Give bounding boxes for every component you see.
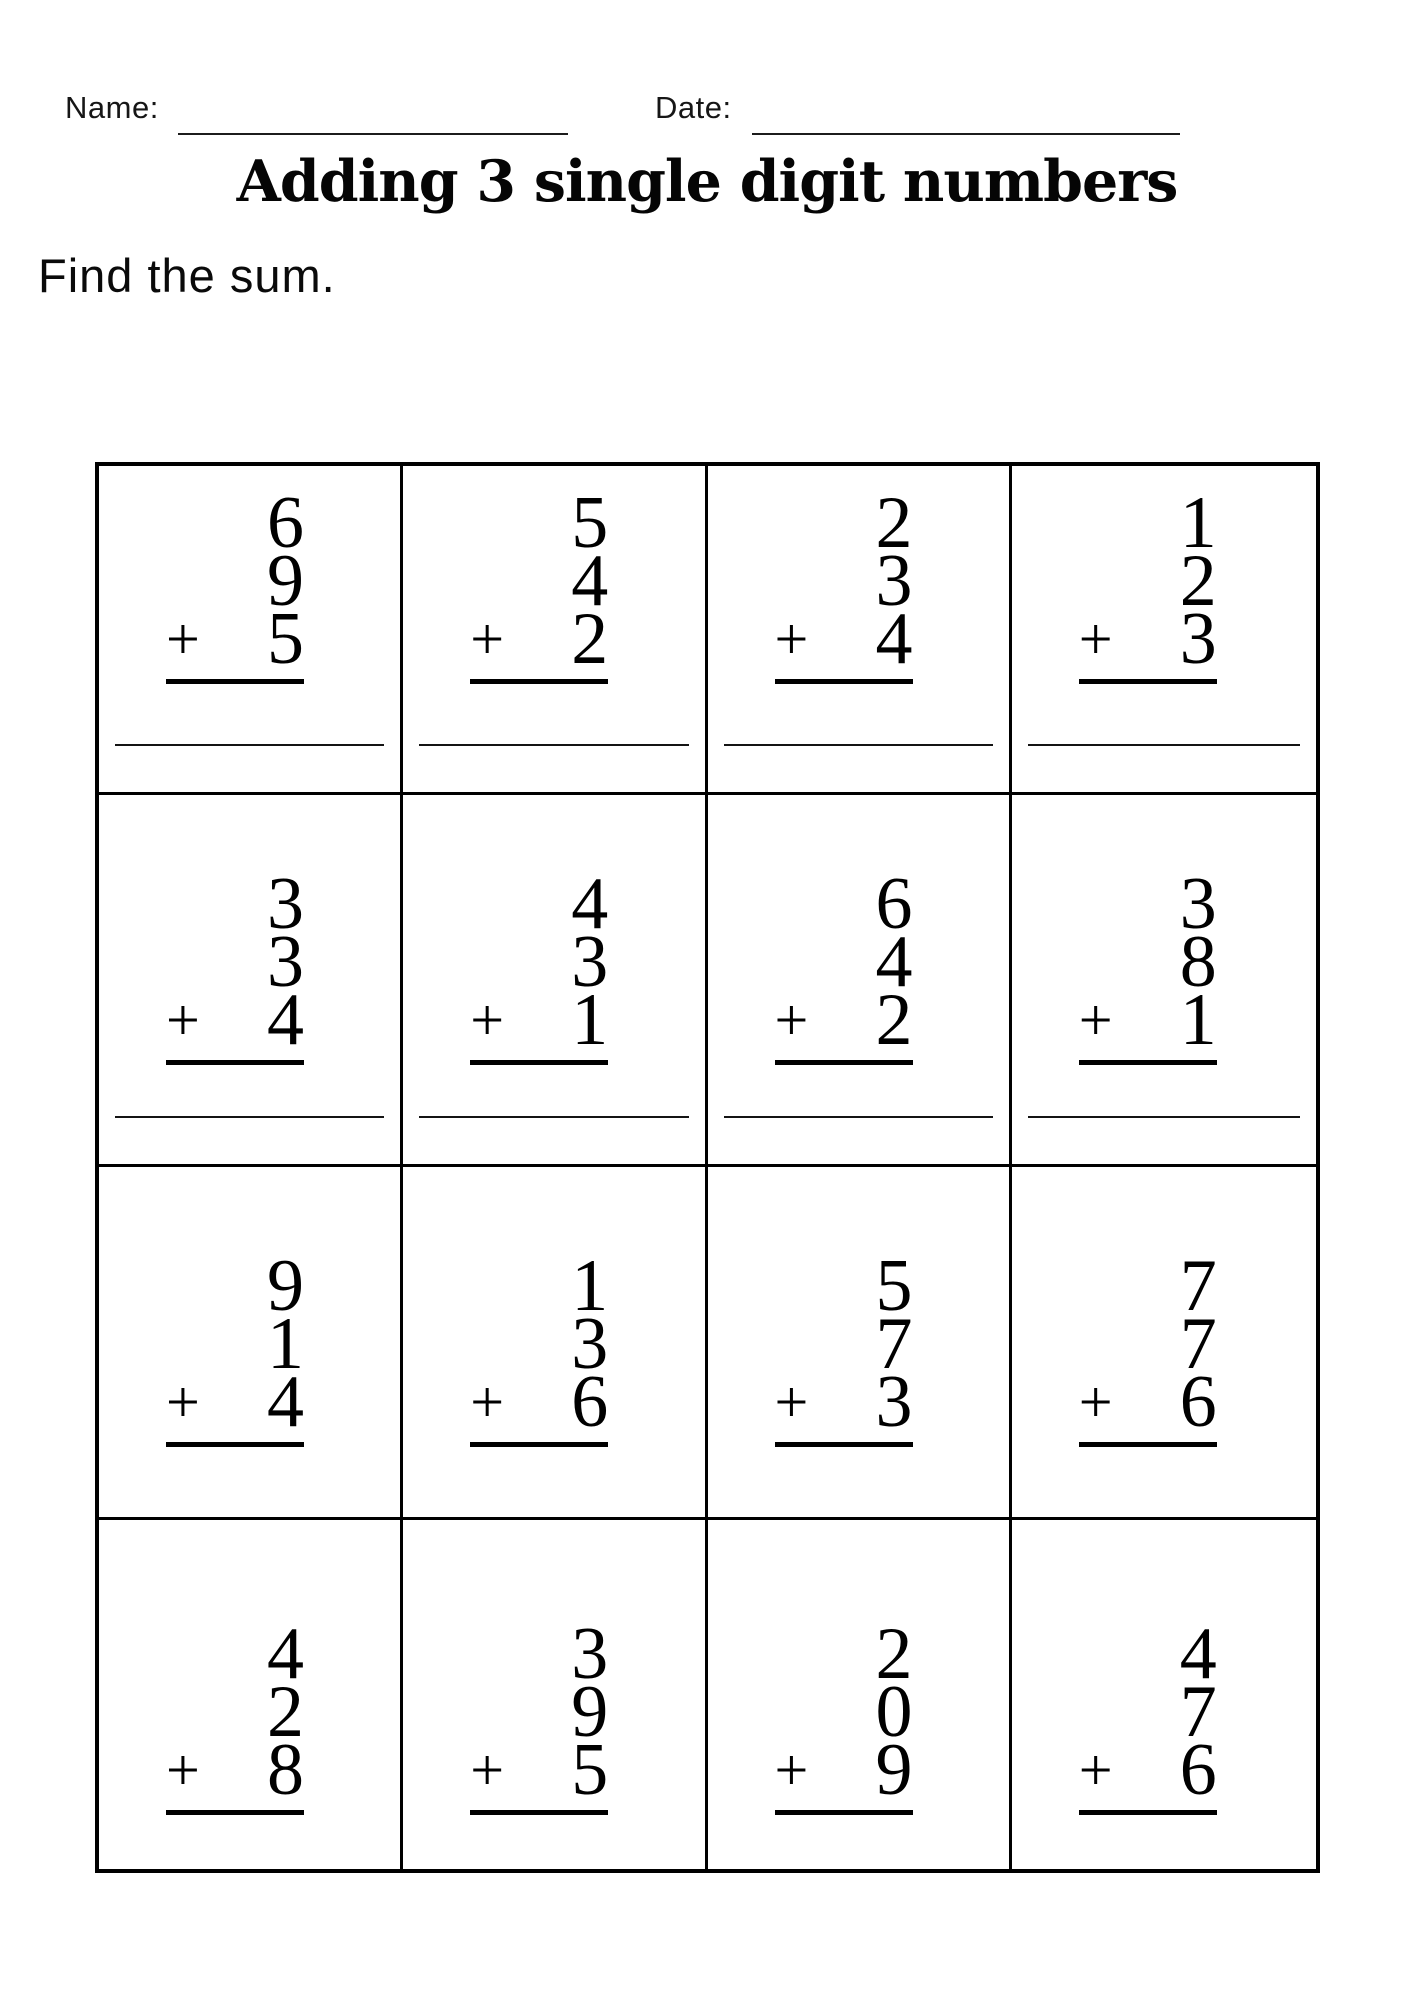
addend-value: 9 bbox=[875, 1729, 913, 1811]
plus-operator: + bbox=[1078, 1369, 1113, 1435]
addition-problem bbox=[166, 1245, 304, 1447]
addition-problem bbox=[470, 863, 609, 1065]
answer-line[interactable] bbox=[115, 744, 384, 746]
addend-value: 6 bbox=[875, 863, 913, 945]
addend-value: 2 bbox=[571, 598, 609, 680]
plus-operator: + bbox=[166, 1369, 200, 1435]
plus-operator: + bbox=[774, 1369, 809, 1435]
answer-line[interactable] bbox=[1028, 744, 1300, 746]
addend-value: 3 bbox=[1179, 598, 1217, 680]
addition-problem bbox=[470, 482, 609, 684]
operator-row bbox=[470, 598, 609, 680]
operator-row bbox=[470, 1729, 609, 1811]
addition-problem bbox=[470, 1245, 609, 1447]
addend-value: 8 bbox=[1179, 921, 1217, 1003]
addend-value: 6 bbox=[267, 482, 304, 564]
plus-operator: + bbox=[166, 987, 200, 1053]
addend-value: 6 bbox=[571, 1361, 609, 1443]
addend-value: 2 bbox=[267, 1671, 304, 1753]
problem-cell bbox=[403, 1167, 707, 1520]
answer-line[interactable] bbox=[724, 1116, 993, 1118]
answer-line[interactable] bbox=[1028, 1116, 1300, 1118]
addend-value: 2 bbox=[1179, 540, 1217, 622]
operator-row bbox=[774, 598, 913, 680]
addend-value: 1 bbox=[571, 1245, 609, 1327]
operator-row bbox=[1078, 979, 1217, 1061]
answer-line[interactable] bbox=[419, 744, 688, 746]
plus-operator: + bbox=[166, 1737, 200, 1803]
addend-value: 4 bbox=[875, 598, 913, 680]
plus-operator: + bbox=[470, 1369, 505, 1435]
addend-value: 3 bbox=[875, 540, 913, 622]
name-blank-line[interactable] bbox=[178, 133, 568, 135]
addition-problem bbox=[774, 1613, 913, 1815]
operator-row bbox=[470, 1361, 609, 1443]
addend-value: 1 bbox=[1179, 482, 1217, 564]
problem-cell bbox=[99, 795, 403, 1167]
problem-cell bbox=[1012, 1167, 1316, 1520]
plus-operator: + bbox=[470, 606, 505, 672]
addend-value: 4 bbox=[571, 540, 609, 622]
addend-value: 7 bbox=[1179, 1303, 1217, 1385]
addend-value: 9 bbox=[571, 1671, 609, 1753]
addend-value: 3 bbox=[571, 1303, 609, 1385]
plus-operator: + bbox=[1078, 1737, 1113, 1803]
problem-cell bbox=[403, 795, 707, 1167]
date-label: Date: bbox=[655, 90, 732, 125]
addend-value: 6 bbox=[1179, 1361, 1217, 1443]
operator-row bbox=[774, 979, 913, 1061]
addend-value: 3 bbox=[571, 921, 609, 1003]
plus-operator: + bbox=[774, 987, 809, 1053]
addend-value: 1 bbox=[1179, 979, 1217, 1061]
answer-line[interactable] bbox=[724, 744, 993, 746]
plus-operator: + bbox=[1078, 606, 1113, 672]
problems-grid bbox=[95, 462, 1320, 1873]
operator-row bbox=[774, 1729, 913, 1811]
problem-cell bbox=[99, 1520, 403, 1869]
addend-value: 8 bbox=[267, 1729, 304, 1811]
addition-problem bbox=[774, 863, 913, 1065]
answer-line[interactable] bbox=[115, 1116, 384, 1118]
operator-row bbox=[1078, 1361, 1217, 1443]
addition-problem bbox=[774, 482, 913, 684]
addition-problem bbox=[1078, 482, 1217, 684]
operator-row bbox=[470, 979, 609, 1061]
problem-cell bbox=[708, 1167, 1012, 1520]
plus-operator: + bbox=[774, 606, 809, 672]
addition-problem bbox=[774, 1245, 913, 1447]
addend-value: 5 bbox=[875, 1245, 913, 1327]
addend-value: 5 bbox=[267, 598, 304, 680]
problem-cell bbox=[99, 466, 403, 795]
addend-value: 5 bbox=[571, 482, 609, 564]
addend-value: 7 bbox=[1179, 1671, 1217, 1753]
addition-problem bbox=[1078, 1613, 1217, 1815]
problem-cell bbox=[403, 1520, 707, 1869]
addend-value: 2 bbox=[875, 1613, 913, 1695]
date-blank-line[interactable] bbox=[752, 133, 1180, 135]
addition-problem bbox=[166, 863, 304, 1065]
problem-cell bbox=[1012, 795, 1316, 1167]
instruction-text: Find the sum. bbox=[38, 249, 336, 302]
plus-operator: + bbox=[1078, 987, 1113, 1053]
addend-value: 3 bbox=[571, 1613, 609, 1695]
operator-row bbox=[1078, 598, 1217, 680]
addition-problem bbox=[1078, 863, 1217, 1065]
addend-value: 4 bbox=[571, 863, 609, 945]
operator-row bbox=[774, 1361, 913, 1443]
problem-cell bbox=[708, 1520, 1012, 1869]
operator-row bbox=[166, 979, 304, 1061]
operator-row bbox=[166, 1361, 304, 1443]
addend-value: 3 bbox=[267, 921, 304, 1003]
problem-cell bbox=[1012, 1520, 1316, 1869]
worksheet-title: Adding 3 single digit numbers bbox=[236, 148, 1178, 215]
problem-cell bbox=[708, 466, 1012, 795]
answer-line[interactable] bbox=[419, 1116, 688, 1118]
addend-value: 7 bbox=[875, 1303, 913, 1385]
addend-value: 9 bbox=[267, 540, 304, 622]
problem-cell bbox=[708, 795, 1012, 1167]
addend-value: 3 bbox=[267, 863, 304, 945]
plus-operator: + bbox=[774, 1737, 809, 1803]
addend-value: 0 bbox=[875, 1671, 913, 1753]
addition-problem bbox=[166, 1613, 304, 1815]
addend-value: 4 bbox=[267, 1361, 304, 1443]
plus-operator: + bbox=[166, 606, 200, 672]
addition-problem bbox=[1078, 1245, 1217, 1447]
addition-problem bbox=[470, 1613, 609, 1815]
addend-value: 1 bbox=[571, 979, 609, 1061]
addend-value: 7 bbox=[1179, 1245, 1217, 1327]
addend-value: 4 bbox=[267, 979, 304, 1061]
addend-value: 6 bbox=[1179, 1729, 1217, 1811]
problem-cell bbox=[403, 466, 707, 795]
plus-operator: + bbox=[470, 987, 505, 1053]
addend-value: 4 bbox=[1179, 1613, 1217, 1695]
addend-value: 3 bbox=[1179, 863, 1217, 945]
addend-value: 5 bbox=[571, 1729, 609, 1811]
addend-value: 4 bbox=[875, 921, 913, 1003]
plus-operator: + bbox=[470, 1737, 505, 1803]
addend-value: 1 bbox=[267, 1303, 304, 1385]
addend-value: 4 bbox=[267, 1613, 304, 1695]
addition-problem bbox=[166, 482, 304, 684]
problem-cell bbox=[99, 1167, 403, 1520]
operator-row bbox=[166, 598, 304, 680]
addend-value: 2 bbox=[875, 482, 913, 564]
problem-cell bbox=[1012, 466, 1316, 795]
operator-row bbox=[1078, 1729, 1217, 1811]
addend-value: 9 bbox=[267, 1245, 304, 1327]
operator-row bbox=[166, 1729, 304, 1811]
addend-value: 2 bbox=[875, 979, 913, 1061]
addend-value: 3 bbox=[875, 1361, 913, 1443]
name-label: Name: bbox=[65, 90, 159, 125]
